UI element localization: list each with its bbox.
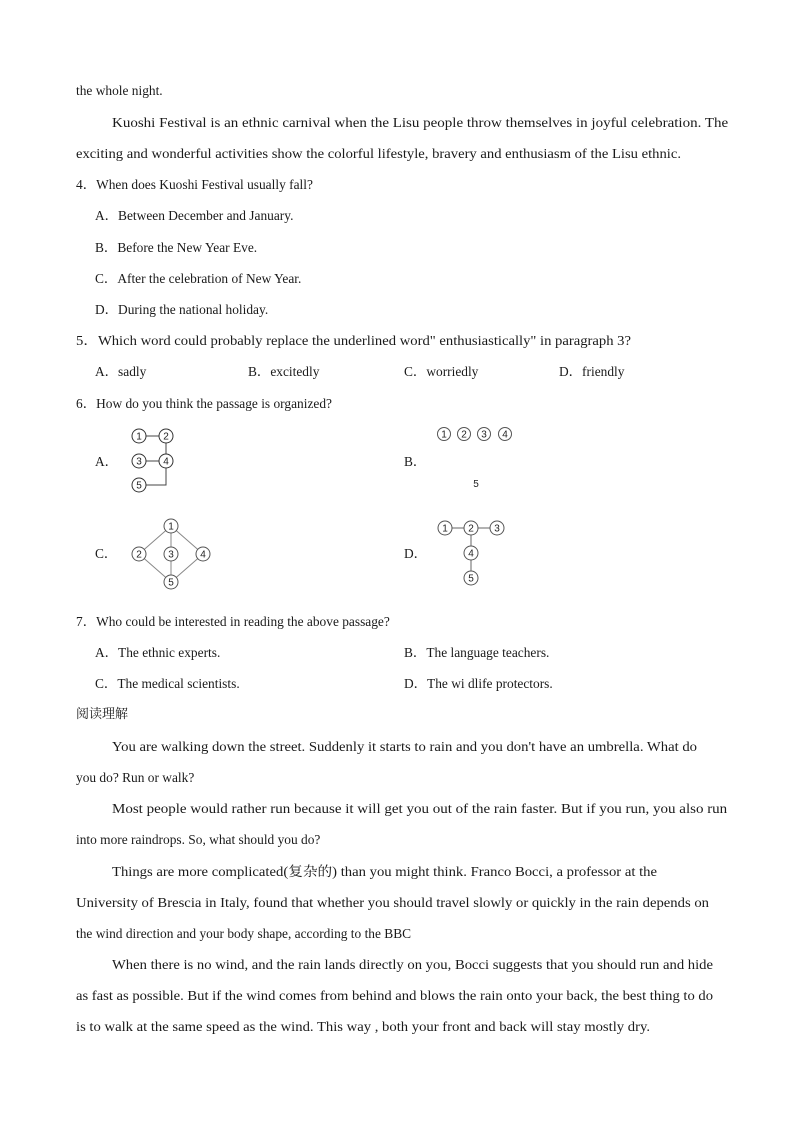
svg-text:2: 2 — [461, 429, 467, 441]
diagram-b — [436, 425, 516, 493]
node-5 — [164, 575, 178, 589]
question-5-option-a[interactable]: A．sadly — [95, 364, 147, 379]
node-5 — [132, 478, 146, 492]
passage-line: the wind direction and your body shape, according to the BBC — [76, 926, 412, 941]
question-5-option-c[interactable]: C．worriedly — [404, 364, 479, 379]
question-6-option-c[interactable]: C． — [95, 546, 118, 561]
node-5 — [464, 571, 478, 585]
svg-text:4: 4 — [502, 429, 508, 441]
question-4-option-c[interactable]: C．After the celebration of New Year. — [95, 271, 302, 286]
svg-text:3: 3 — [481, 429, 487, 441]
question-7-stem: 7．Who could be interested in reading the above passage? — [76, 614, 390, 629]
node-4 — [499, 428, 512, 441]
svg-text:4: 4 — [200, 549, 206, 561]
node-2 — [132, 547, 146, 561]
passage-line: Things are more complicated(复杂的) than you might think. Franco Bocci, a professor at the — [112, 864, 657, 879]
question-5-stem: 5．Which word could probably replace the underlined word" enthusiastically" in paragraph 3? — [76, 333, 631, 348]
node-1 — [438, 428, 451, 441]
question-7-option-c[interactable]: C．The medical scientists. — [95, 676, 240, 691]
question-6-option-a[interactable]: A． — [95, 454, 119, 469]
node-4 — [196, 547, 210, 561]
passage-line: University of Brescia in Italy, found that whether you should travel slowly or quickly in the rain depends on — [76, 895, 709, 910]
node-4 — [464, 546, 478, 560]
question-4-stem: 4．When does Kuoshi Festival usually fall? — [76, 177, 313, 192]
node-2 — [458, 428, 471, 441]
question-6-option-b[interactable]: B． — [404, 454, 427, 469]
svg-text:5: 5 — [136, 480, 142, 492]
passage-line: You are walking down the street. Suddenly it starts to rain and you don't have an umbrella. What do — [112, 739, 697, 754]
section-heading: 阅读理解 — [76, 707, 129, 722]
passage-line: Kuoshi Festival is an ethnic carnival when the Lisu people throw themselves in joyful celebration. The — [112, 115, 729, 130]
question-4-option-d[interactable]: D．During the national holiday. — [95, 302, 269, 317]
passage-line: as fast as possible. But if the wind comes from behind and blows the rain onto your back, the best thing to do — [76, 988, 713, 1003]
question-6-option-d[interactable]: D． — [404, 546, 428, 561]
node-3 — [164, 547, 178, 561]
node-2 — [159, 429, 173, 443]
passage-line: into more raindrops. So, what should you do? — [76, 832, 321, 847]
svg-text:3: 3 — [494, 523, 500, 535]
passage-line: When there is no wind, and the rain lands directly on you, Bocci suggests that you should run and hide — [112, 957, 713, 972]
svg-text:1: 1 — [168, 521, 174, 533]
question-4-option-b[interactable]: B．Before the New Year Eve. — [95, 240, 258, 255]
svg-text:5: 5 — [468, 573, 474, 585]
svg-text:3: 3 — [136, 456, 142, 468]
diagram-c — [128, 517, 214, 593]
node-5 — [473, 479, 479, 490]
question-7-option-d[interactable]: D．The wi dlife protectors. — [404, 676, 553, 691]
svg-text:4: 4 — [163, 456, 169, 468]
node-1 — [164, 519, 178, 533]
question-5-option-d[interactable]: D．friendly — [559, 364, 625, 379]
node-1 — [438, 521, 452, 535]
passage-line: you do? Run or walk? — [76, 770, 195, 785]
diagram-d — [436, 518, 508, 590]
node-3 — [132, 454, 146, 468]
passage-line: exciting and wonderful activities show the colorful lifestyle, bravery and enthusiasm of the Lisu ethnic. — [76, 146, 681, 161]
question-6-stem: 6．How do you think the passage is organized? — [76, 396, 332, 411]
svg-text:1: 1 — [136, 431, 142, 443]
node-3 — [478, 428, 491, 441]
question-5-option-b[interactable]: B．excitedly — [248, 364, 320, 379]
svg-text:5: 5 — [473, 479, 479, 490]
node-2 — [464, 521, 478, 535]
question-7-option-a[interactable]: A．The ethnic experts. — [95, 645, 221, 660]
svg-text:2: 2 — [468, 523, 474, 535]
node-4 — [159, 454, 173, 468]
svg-text:1: 1 — [442, 523, 448, 535]
question-4-option-a[interactable]: A．Between December and January. — [95, 208, 294, 223]
svg-text:4: 4 — [468, 548, 474, 560]
diagram-a — [128, 427, 178, 493]
question-7-option-b[interactable]: B．The language teachers. — [404, 645, 550, 660]
svg-text:2: 2 — [136, 549, 142, 561]
passage-line: the whole night. — [76, 83, 163, 98]
passage-line: is to walk at the same speed as the wind. This way , both your front and back will stay mostly dry. — [76, 1019, 650, 1034]
svg-text:2: 2 — [163, 431, 169, 443]
svg-text:3: 3 — [168, 549, 174, 561]
node-1 — [132, 429, 146, 443]
svg-text:5: 5 — [168, 577, 174, 589]
passage-line: Most people would rather run because it will get you out of the rain faster. But if you run, you also run — [112, 801, 728, 816]
node-3 — [490, 521, 504, 535]
svg-text:1: 1 — [441, 429, 447, 441]
